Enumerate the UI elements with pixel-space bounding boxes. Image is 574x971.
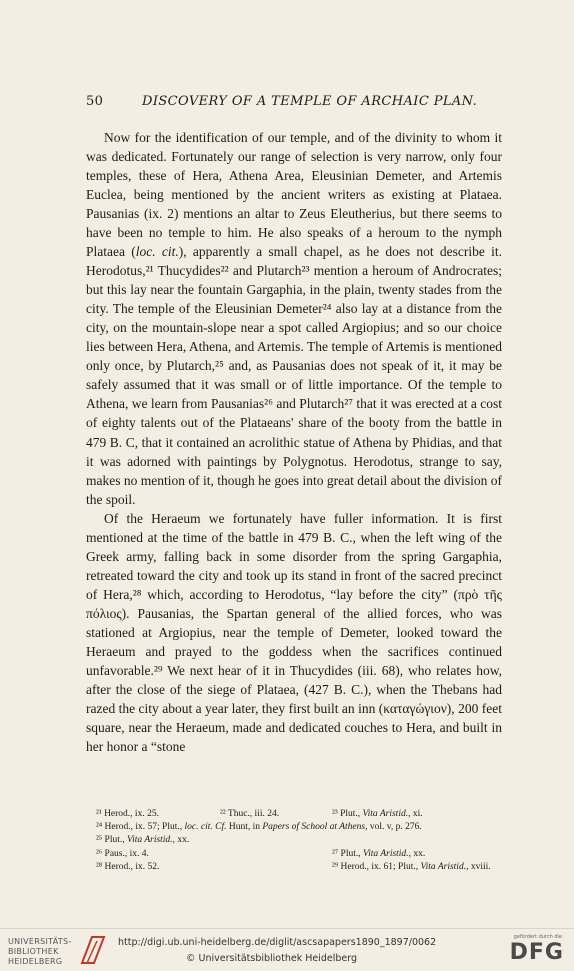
footnote-row [96,848,506,861]
footnote-row [96,834,506,847]
paragraph-1: Now for the identification of our temple, and of the divinity to whom it was dedicated. Fortunately our range of selection is very narrow, only four temples, these of Hera, Athena Area, Eleusinian Demeter, and Artemis Euclea, being mentioned by the ancient writers as existing at Plataea. Pausanias (ix. 2) mentions an altar to Zeus Eleutherius, but there seems to have been no temple to him. He also speaks of a heroum to the nymph Plataea (loc. cit.), apparently a small chapel, as he does not describe it. Herodotus,²¹ Thucydides²² and Plutarch²³ mention a heroum of Androcrates; but this lay near the fountain Gargaphia, in the plain, twenty stades from the city. The temple of the Eleusinian Demeter²⁴ also lay at a distance from the city, on the mountain-slope near a spot called Argiopius; and so our choice lies between Hera, Athena, and Artemis. The temple of Artemis is mentioned only once, by Plutarch,²⁵ and, as Pausanias does not speak of it, it may be safely assumed that it was small or of little importance. Of the temple to Athena, we learn from Pausanias²⁶ and Plutarch²⁷ that it was erected at a cost of eighty talents out of the Plataeans' share of the booty from the battle in 479 B. C, that it contained an acrolithic statue of Athena by Phidias, and that it was adorned with paintings by Polygnotus. Herodotus, strange to say, makes no mention of it, though he goes into great detail about the division of the spoil. [86,130,502,507]
library-emblem-icon [78,933,108,967]
footnote-28: ²⁸ Herod., ix. 52. [96,861,160,872]
running-title: DISCOVERY OF A TEMPLE OF ARCHAIC PLAN. [142,94,478,109]
footnote-27: ²⁷ Plut., Vita Aristid., xx. [332,848,426,859]
footnote-22: ²² Thuc., iii. 24. [220,809,280,819]
body-text [86,128,502,756]
footnote-row [96,808,506,821]
footnote-row [96,861,506,874]
paragraph-2: Of the Heraeum we fortunately have fuller information. It is first mentioned at the time of the battle in 479 B. C., when the left wing of the Greek army, falling back in some disorder from the spring Gargaphia, retreated toward the city and took up its stand in front of the sacred precinct of Hera,²⁸ which, according to Herodotus, “lay before the city” (πρὸ τῆς πόλιος). Pausanias, the Spartan general of the allied forces, who was stationed at Argiopius, near the temple of Demeter, looked toward the Heraeum and prayed to the goddess when the sacrifices continued unfavorable.²⁹ We next hear of it in Thucydides (iii. 68), who relates how, after the close of the siege of Plataea, (427 B. C.), when the Thebans had razed the city about a year later, they first built an inn (καταγώγιον), 200 feet square, near the Heraeum, made and dedicated couches to Hera, and built in her honor a “stone [86,510,502,754]
funding-caption: gefördert durch die [513,934,562,940]
footnote-29: ²⁹ Herod., ix. 61; Plut., Vita Aristid., xviii. [332,861,491,872]
university-library-logo: UNIVERSITÄTS- BIBLIOTHEK HEIDELBERG [8,937,72,966]
page-header [86,94,486,114]
footnotes [96,808,506,874]
viewer-footer [0,928,574,971]
footnote-21: ²¹ Herod., ix. 25. [96,809,159,819]
footnote-25: ²⁵ Plut., Vita Aristid., xx. [96,835,190,846]
footnote-23: ²³ Plut., Vita Aristid., xi. [332,809,423,819]
copyright-notice: © Universitätsbibliothek Heidelberg [186,953,358,964]
permalink-url[interactable]: http://digi.ub.uni-heidelberg.de/diglit/ascsapapers1890_1897/0062 [118,937,437,948]
dfg-logo: DFG [509,940,564,965]
footnote-24: ²⁴ Herod., ix. 57; Plut., loc. cit. Cf. Hunt, in Papers of School at Athens, vol. v, p. 276. [96,822,422,833]
footnote-row [96,821,506,834]
footnote-26: ²⁶ Paus., ix. 4. [96,848,149,859]
page-number: 50 [86,94,104,109]
